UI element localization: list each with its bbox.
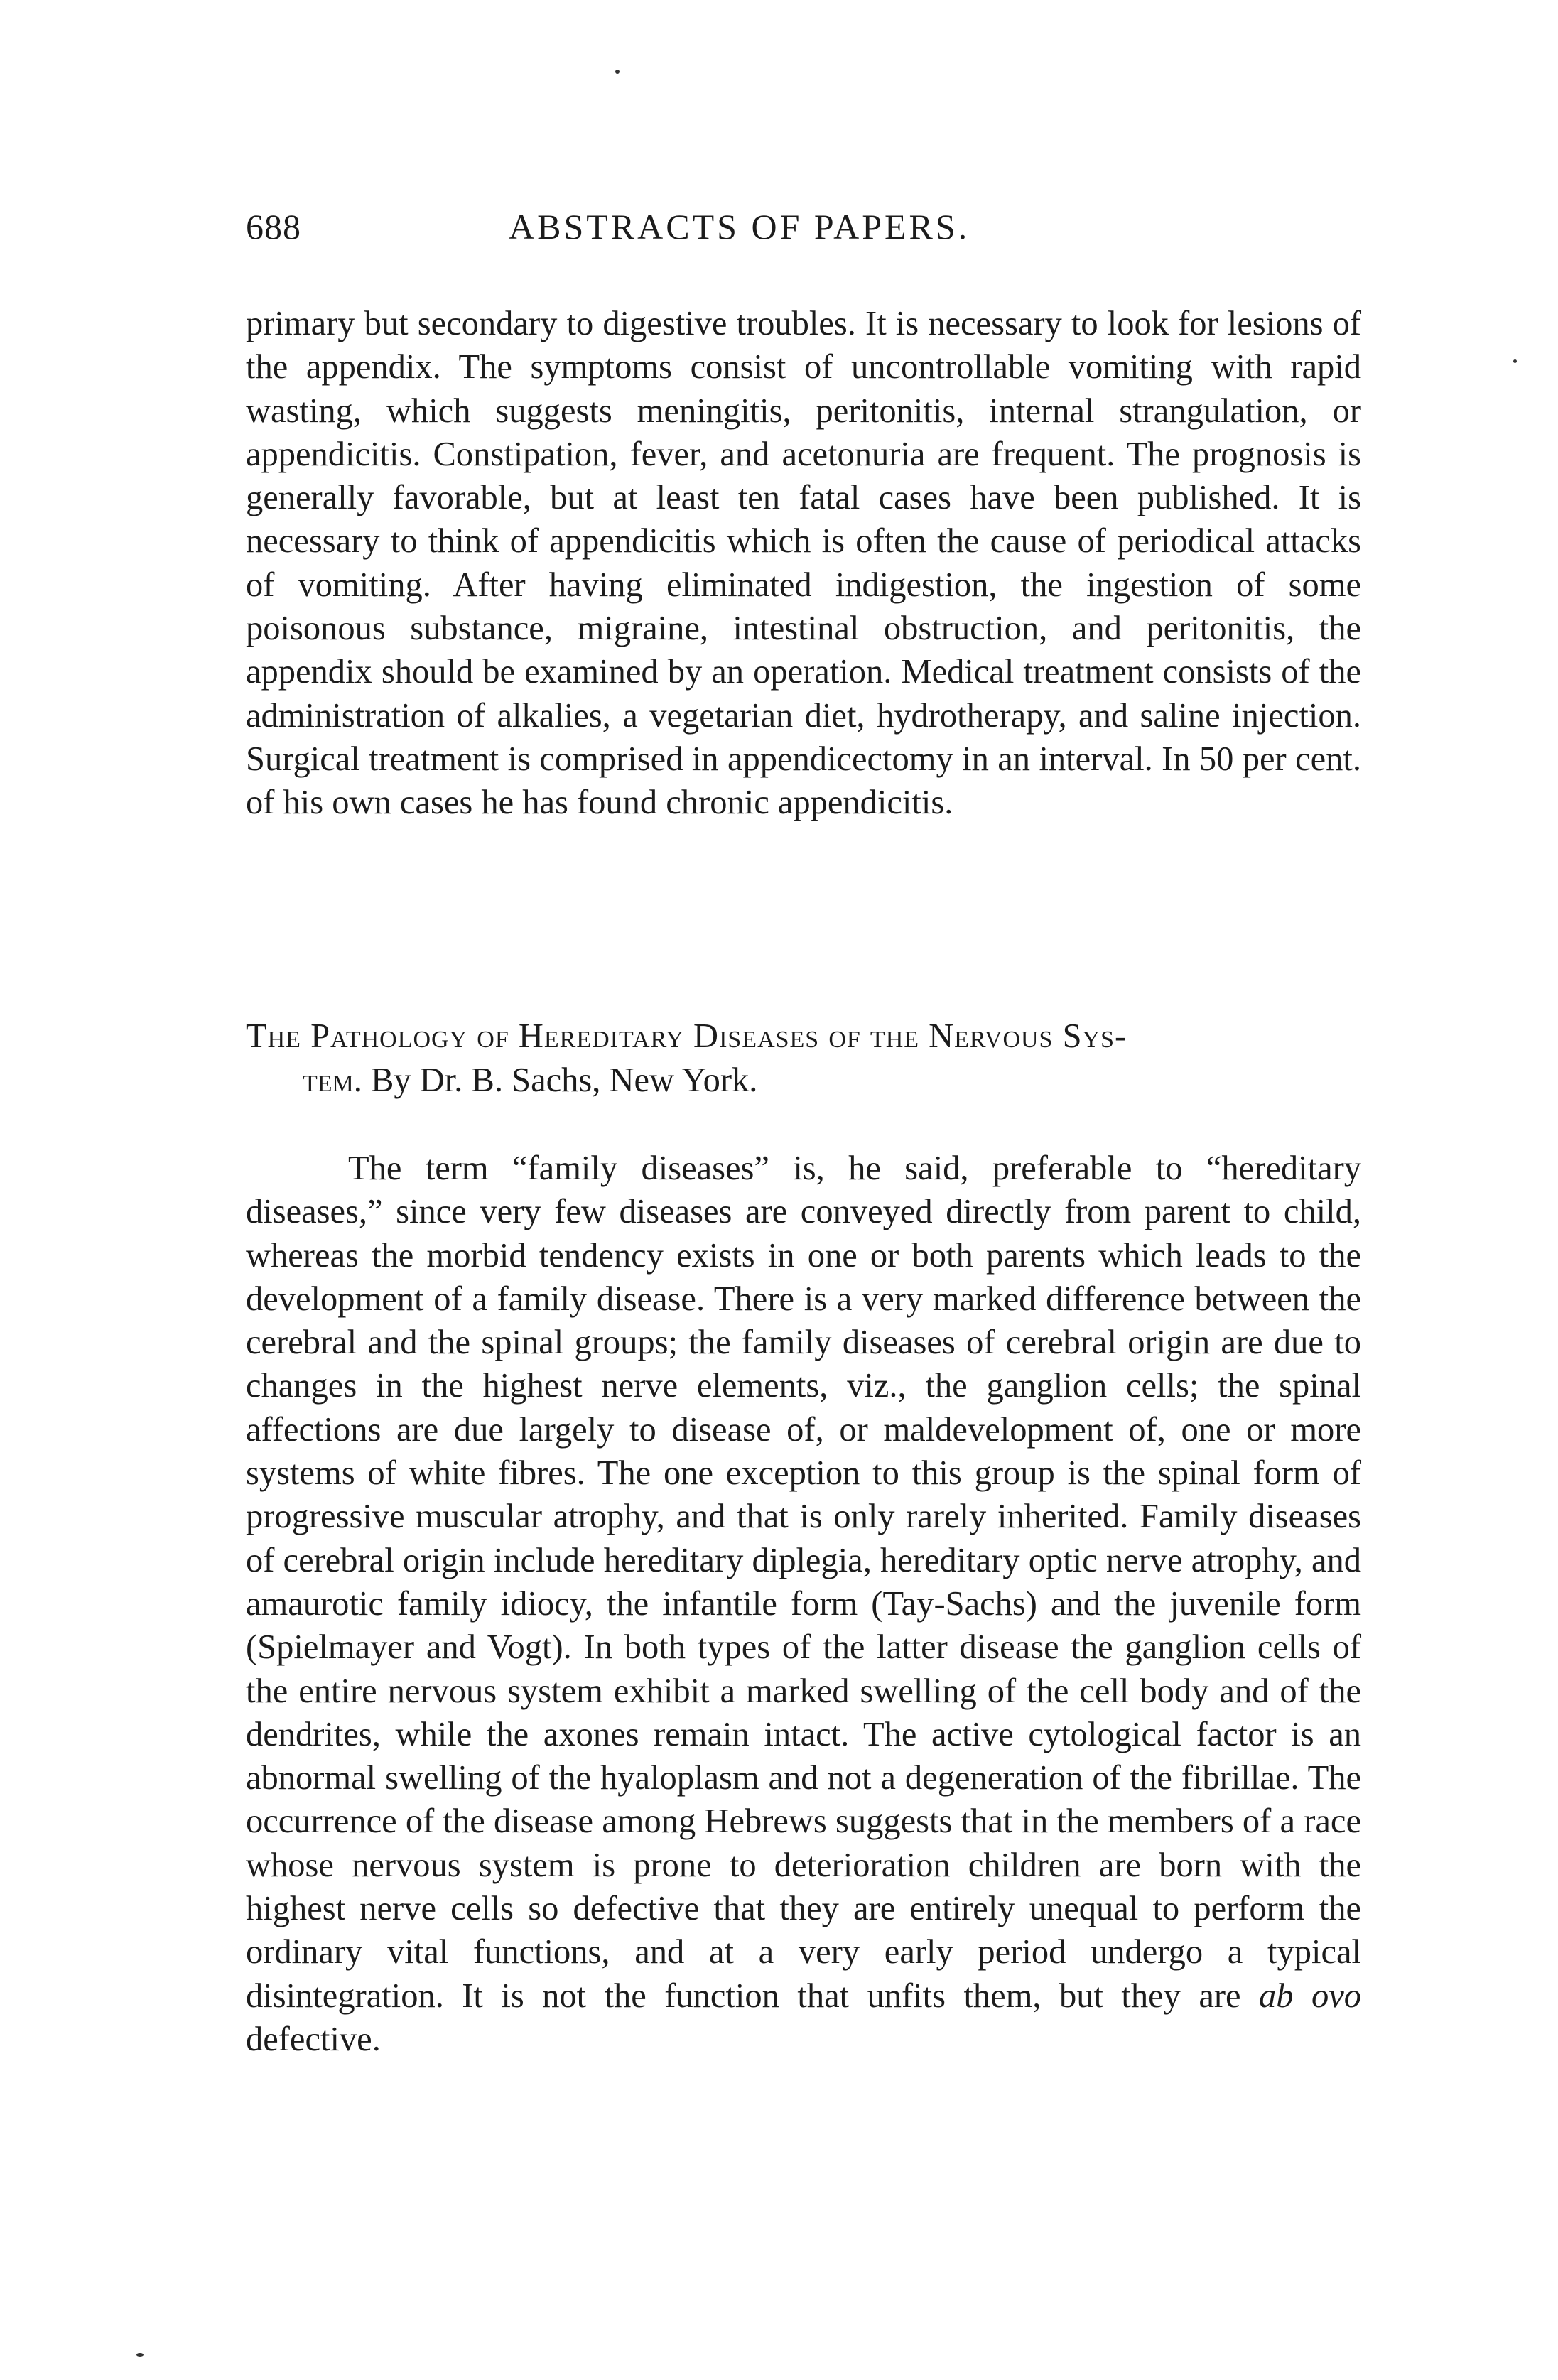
page-number: 688	[246, 207, 301, 247]
article-body-text: The term “family diseases” is, he said, preferable to “hereditary diseases,” since very few diseases are conveyed directly from parent to child, whereas the morbid tendency exists in one or both parents which leads to the development of a family disease. There is a very marked difference between the cerebral and the spinal groups; the family diseases of cerebral origin are due to changes in the highest nerve elements, viz., the ganglion cells; the spinal affections are due largely to disease of, or maldevelopment of, one or more systems of white fibres. The one exception to this group is the spinal form of progressive muscular atrophy, and that is only rarely inherited. Family diseases of cerebral origin include hereditary diplegia, hereditary optic nerve atrophy, and amaurotic family idiocy, the infantile form (Tay-Sachs) and the juvenile form (Spielmayer and Vogt). In both types of the latter disease the ganglion cells of the entire nervous system exhibit a marked swelling of the cell body and of the dendrites, while the axones remain intact. The active cytological factor is an abnormal swelling of the hyaloplasm and not a degeneration of the fibrillae. The occurrence of the disease among Hebrews suggests that in the members of a race whose nervous system is prone to deterioration children are born with the highest nerve cells so defective that they are entirely unequal to perform the ordinary vital functions, and at a very early period undergo a typical disintegration. It is not the function that unfits them, but they are	[246, 1150, 1361, 2015]
paragraph-continuation	[246, 302, 1361, 825]
article-body-italic: ab ovo	[1259, 1976, 1362, 2015]
print-speck	[1513, 359, 1517, 363]
print-speck	[136, 2353, 144, 2357]
article-byline: By Dr. B. Sachs, New York.	[362, 1061, 758, 1099]
article-body-end: defective.	[246, 2020, 381, 2058]
running-head	[246, 206, 1383, 256]
running-title: ABSTRACTS OF PAPERS.	[509, 207, 970, 247]
article-body	[246, 1147, 1361, 2061]
article-title-line-2	[246, 1059, 1361, 1103]
print-speck	[615, 70, 620, 74]
article-title-end: tem.	[303, 1061, 362, 1099]
paragraph-text: primary but secondary to digestive troubles. It is necessary to look for lesions of the appendix. The symptoms consist of uncontrollable vomiting with rapid wasting, which suggests meningitis, peritonitis, internal strangulation, or appendicitis. Constipation, fever, and acetonuria are frequent. The prognosis is generally favorable, but at least ten fatal cases have been published. It is necessary to think of appendicitis which is often the cause of periodical attacks of vomiting. After having eliminated indigestion, the ingestion of some poisonous substance, migraine, intestinal obstruction, and peritonitis, the appendix should be examined by an operation. Medical treatment consists of the administration of alkalies, a vegetarian diet, hydrotherapy, and saline injection. Surgical treatment is comprised in appendicectomy in an interval. In 50 per cent. of his own cases he has found chronic appendicitis.	[246, 305, 1361, 822]
article-body-paragraph	[246, 1147, 1361, 2061]
article-heading	[246, 1015, 1361, 1103]
article-title-line-1: The Pathology of Hereditary Diseases of the Nervous Sys-	[246, 1017, 1127, 1055]
